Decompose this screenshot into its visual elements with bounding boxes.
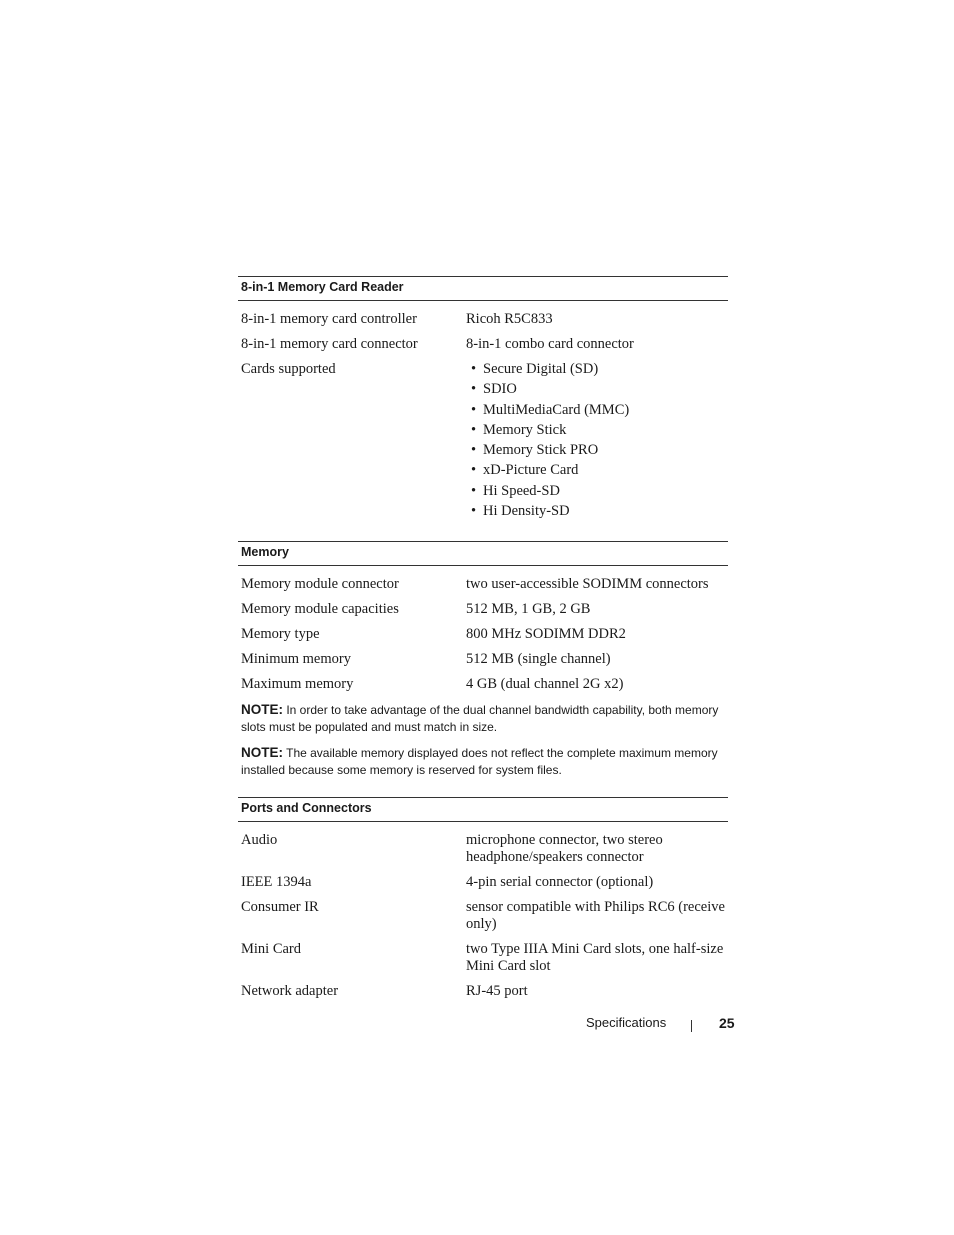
list-item: • Hi Density-SD [466, 503, 725, 520]
spec-label: Maximum memory [241, 676, 354, 693]
spec-label: IEEE 1394a [241, 874, 312, 891]
spec-value: RJ-45 port [466, 983, 528, 1000]
spec-label: Audio [241, 832, 278, 849]
note [238, 744, 728, 779]
spec-value: 800 MHz SODIMM DDR2 [466, 626, 626, 643]
spec-value: microphone connector, two stereo headphone/speakers connector [466, 832, 663, 866]
spec-value: 512 MB (single channel) [466, 651, 611, 668]
spec-label: Memory module connector [241, 576, 399, 593]
section-memory [238, 541, 728, 779]
spec-value: 4-pin serial connector (optional) [466, 874, 654, 891]
spec-row [238, 336, 728, 353]
section-title: Ports and Connectors [238, 797, 728, 822]
spec-row [238, 361, 728, 523]
spec-value: 512 MB, 1 GB, 2 GB [466, 601, 591, 618]
spec-row [238, 983, 728, 1000]
list-item: • SDIO [466, 381, 725, 398]
spec-row [238, 576, 728, 593]
spec-value [466, 361, 725, 523]
spec-value: sensor compatible with Philips RC6 (receive only) [466, 899, 725, 933]
spec-row [238, 899, 728, 933]
page-footer [586, 1015, 736, 1035]
spec-value: 4 GB (dual channel 2G x2) [466, 676, 624, 693]
section-title: Memory [238, 541, 728, 566]
list-item: • Secure Digital (SD) [466, 361, 725, 378]
spec-label: Network adapter [241, 983, 339, 1000]
spec-row [238, 941, 728, 975]
spec-content [238, 276, 728, 1018]
section-ports-and-connectors [238, 797, 728, 1000]
note [238, 701, 728, 736]
note-label: NOTE: [241, 745, 283, 761]
list-item: • Memory Stick [466, 422, 725, 439]
footer-title: Specifications [586, 1015, 667, 1030]
spec-label: Consumer IR [241, 899, 319, 916]
spec-label: Memory type [241, 626, 320, 643]
spec-row [238, 626, 728, 643]
spec-value: two user-accessible SODIMM connectors [466, 576, 709, 593]
list-item: • Memory Stick PRO [466, 442, 725, 459]
list-item: • MultiMediaCard (MMC) [466, 402, 725, 419]
list-item: • Hi Speed-SD [466, 483, 725, 500]
cards-supported-list [466, 361, 725, 520]
spec-label: Minimum memory [241, 651, 351, 668]
note-label: NOTE: [241, 702, 283, 718]
spec-row [238, 601, 728, 618]
spec-row [238, 832, 728, 866]
section-title: 8-in-1 Memory Card Reader [238, 276, 728, 301]
spec-label: 8-in-1 memory card controller [241, 311, 417, 327]
list-item: • xD-Picture Card [466, 462, 725, 479]
note-text: The available memory displayed does not reflect the complete maximum memory installed because some memory is reserved for system files. [241, 746, 718, 778]
spec-label: Cards supported [241, 361, 336, 377]
spec-value: 8-in-1 combo card connector [466, 336, 634, 352]
spec-label: 8-in-1 memory card connector [241, 336, 418, 352]
spec-value: Ricoh R5C833 [466, 311, 553, 327]
spec-value: two Type IIIA Mini Card slots, one half-size Mini Card slot [466, 941, 724, 975]
page-number: 25 [719, 1015, 735, 1031]
spec-label: Memory module capacities [241, 601, 399, 618]
spec-row [238, 651, 728, 668]
note-text: In order to take advantage of the dual channel bandwidth capability, both memory slots must be populated and must match in size. [241, 703, 719, 735]
spec-label: Mini Card [241, 941, 302, 958]
section-memory-card-reader [238, 276, 728, 523]
spec-row [238, 311, 728, 328]
spec-row [238, 676, 728, 693]
footer-separator [691, 1020, 692, 1032]
spec-row [238, 874, 728, 891]
